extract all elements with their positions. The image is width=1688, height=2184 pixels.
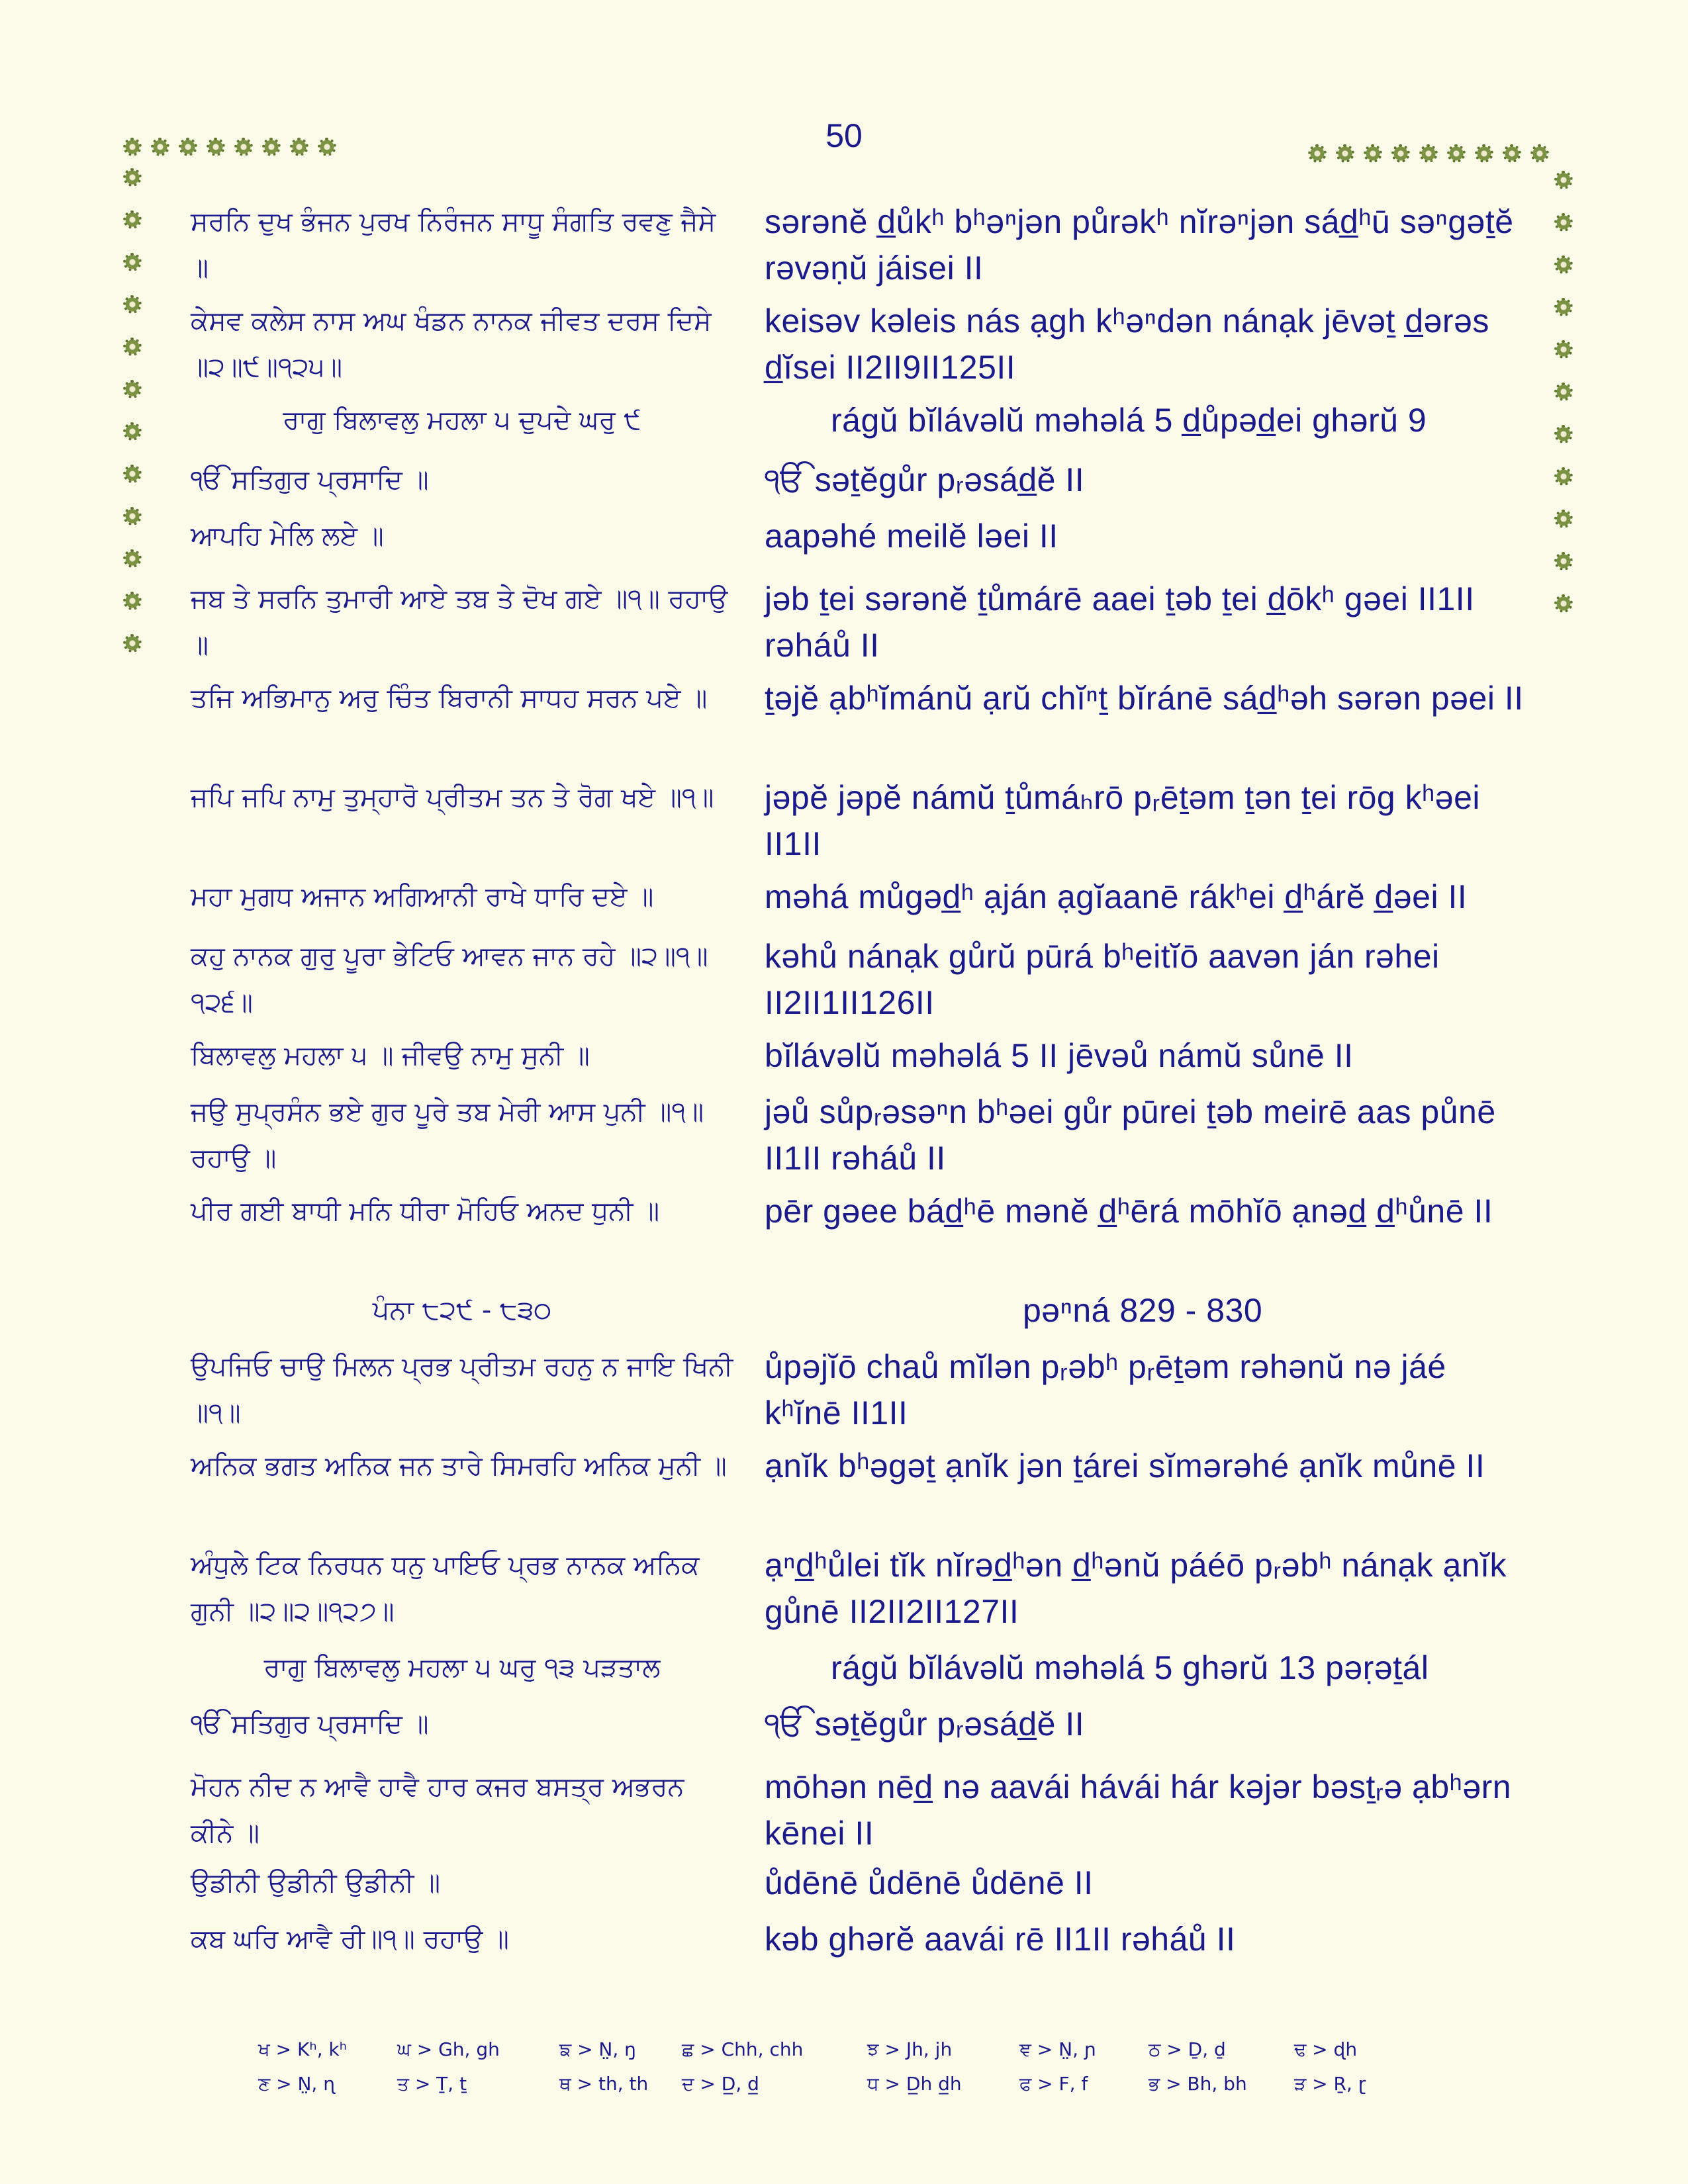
transliteration-legend [258, 2038, 1450, 2107]
flower-ornament-icon [1475, 144, 1493, 163]
gurmukhi-line: ਉਡੀਨੀ ਉਡੀਨੀ ਉਡੀਨੀ ॥ [191, 1868, 441, 1898]
flower-ornament-icon [1308, 144, 1327, 163]
transliteration-line: keisəv kəleis nás ạgh kʰəⁿdən nánạk jēvəṯ d̲ərəs d̲ĭsei II2II9II125II [765, 302, 1489, 386]
gurmukhi-line: ਅਨਿਕ ਭਗਤ ਅਨਿਕ ਜਨ ਤਾਰੇ ਸਿਮਰਹਿ ਅਨਿਕ ਮੁਨੀ ॥ [191, 1451, 727, 1481]
gurmukhi-line: ਮੋਹਨ ਨੀਦ ਨ ਆਵੈ ਹਾਵੈ ਹਾਰ ਕਜਰ ਬਸਤ੍ਰ ਅਭਰਨ ਕੀਨੇ ॥ [191, 1772, 684, 1848]
flower-ornament-icon [1554, 298, 1573, 316]
flower-ornament-icon [318, 138, 336, 156]
legend-entry: ਤ > Ṯ, ṯ [397, 2073, 467, 2095]
gurmukhi-line: ਮਹਾ ਮੁਗਧ ਅਜਾਨ ਅਗਿਆਨੀ ਰਾਖੇ ਧਾਰਿ ਦਏ ॥ [191, 882, 654, 912]
transliteration-line: sərənĕ d̲ůkʰ bʰəⁿjən půrəkʰ nĭrəⁿjən sád̲ʰū səⁿgəṯĕ rəvəṇŭ jáisei II [765, 203, 1514, 287]
flower-ornament-icon [123, 295, 142, 314]
gurmukhi-line: ੴ ਸਤਿਗੁਰ ਪ੍ਰਸਾਦਿ ॥ [191, 465, 429, 495]
transliteration-line: ੴ səṯĕgůr pᵣəsád̲ĕ II [765, 461, 1085, 498]
gurmukhi-line: ਕਬ ਘਰਿ ਆਵੈ ਰੀ॥੧॥ ਰਹਾਉ ॥ [191, 1924, 509, 1954]
legend-entry: ਛ > Chh, chh [682, 2038, 804, 2060]
legend-entry: ੜ > Ṟ, ɽ [1294, 2073, 1366, 2095]
transliteration-line: jəpĕ jəpĕ námŭ ṯůmáₕrō pᵣēṯəm ṯən ṯei rōg kʰəei II1II [765, 779, 1481, 862]
legend-entry: ਥ > th, th [559, 2073, 649, 2095]
legend-row [258, 2073, 1450, 2107]
flower-ornament-icon [1447, 144, 1466, 163]
flower-ornament-icon [1503, 144, 1521, 163]
flower-ornament-icon [123, 253, 142, 271]
flower-ornament-icon [262, 138, 281, 156]
flower-ornament-icon [123, 210, 142, 229]
gurmukhi-line: ਰਾਗੁ ਬਿਲਾਵਲੁ ਮਹਲਾ ੫ ਦੁਪਦੇ ਘਰੁ ੯ [283, 405, 641, 435]
flower-ornament-icon [1530, 144, 1549, 163]
transliteration-line: məhá můgəd̲ʰ ạján ạgĭaanē rákʰei d̲ʰárĕ d̲əei II [765, 878, 1468, 915]
flower-ornament-icon [123, 592, 142, 610]
flower-ornament-icon [1554, 552, 1573, 570]
flower-ornament-icon [207, 138, 225, 156]
legend-entry: ਖ > Kʰ, kʰ [258, 2038, 348, 2060]
flower-ornament-icon [123, 465, 142, 483]
transliteration-line: aapəhé meilĕ ləei II [765, 518, 1058, 555]
gurmukhi-line: ਕਹੁ ਨਾਨਕ ਗੁਰੁ ਪੂਰਾ ਭੇਟਿਓ ਆਵਨ ਜਾਨ ਰਹੇ ॥੨॥੧॥੧੨੬॥ [191, 941, 708, 1018]
gurmukhi-line: ੴ ਸਤਿਗੁਰ ਪ੍ਰਸਾਦਿ ॥ [191, 1709, 429, 1739]
flower-ornament-icon [1554, 510, 1573, 528]
flower-ornament-icon [1554, 340, 1573, 359]
flower-ornament-icon [151, 138, 169, 156]
legend-entry: ਘ > Gh, gh [397, 2038, 500, 2060]
legend-entry: ਠ > Ḏ, ḏ [1149, 2038, 1226, 2060]
legend-entry: ਝ > Jh, jh [867, 2038, 953, 2060]
transliteration-line: rágŭ bĭlávəlŭ məhəlá 5 ghərŭ 13 pəṛəṯál [831, 1649, 1429, 1686]
flower-ornament-icon [123, 549, 142, 568]
flower-ornament-icon [123, 634, 142, 653]
legend-entry: ਣ > N̤, ɳ [258, 2073, 336, 2095]
gurmukhi-line: ਪੀਰ ਗਈ ਬਾਧੀ ਮਨਿ ਧੀਰਾ ਮੋਹਿਓ ਅਨਦ ਧੁਨੀ ॥ [191, 1196, 660, 1226]
transliteration-line: mōhən nēd̲ nə aavái hávái hár kəjər bəsṯᵣə ạbʰərn kēnei II [765, 1768, 1512, 1852]
flower-ornament-icon [123, 168, 142, 187]
gurmukhi-line: ਪੰਨਾ ੮੨੯ - ੮੩੦ [372, 1295, 552, 1326]
flower-ornament-icon [123, 380, 142, 398]
flower-ornament-icon [1554, 213, 1573, 232]
legend-entry: ਢ > ɖh [1294, 2038, 1358, 2060]
transliteration-line: ੴ səṯĕgůr pᵣəsád̲ĕ II [765, 1706, 1085, 1743]
legend-row [258, 2038, 1450, 2073]
gurmukhi-line: ਰਾਗੁ ਬਿਲਾਵਲੁ ਮਹਲਾ ੫ ਘਰੁ ੧੩ ਪੜਤਾਲ [263, 1653, 661, 1683]
transliteration-line: kəhů nánạk gůrŭ pūrá bʰeitĭō aavən ján rəhei II2II1II126II [765, 938, 1440, 1021]
gurmukhi-line: ਕੇਸਵ ਕਲੇਸ ਨਾਸ ਅਘ ਖੰਡਨ ਨਾਨਕ ਜੀਵਤ ਦਰਸ ਦਿਸੇ ॥੨॥੯॥੧੨੫॥ [191, 306, 712, 383]
gurmukhi-line: ਜਬ ਤੇ ਸਰਨਿ ਤੁਮਾਰੀ ਆਏ ਤਬ ਤੇ ਦੋਖ ਗਏ ॥੧॥ ਰਹਾਉ ॥ [191, 584, 728, 660]
gurmukhi-line: ਆਪਹਿ ਮੇਲਿ ਲਏ ॥ [191, 521, 384, 551]
flower-ornament-icon [123, 338, 142, 356]
flower-ornament-icon [1364, 144, 1382, 163]
gurmukhi-line: ਜਪਿ ਜਪਿ ਨਾਮੁ ਤੁਮ੍ਹਾਰੋ ਪ੍ਰੀਤਮ ਤਨ ਤੇ ਰੋਗ ਖਏ ॥੧॥ [191, 782, 714, 813]
flower-ornament-icon [123, 138, 142, 156]
transliteration-line: ạnĭk bʰəgəṯ ạnĭk jən ṯárei sĭmərəhé ạnĭk můnē II [765, 1447, 1485, 1484]
flower-ornament-icon [123, 422, 142, 441]
flower-ornament-icon [1419, 144, 1438, 163]
flower-ornament-icon [1391, 144, 1410, 163]
gurmukhi-line: ਜਉ ਸੁਪ੍ਰਸੰਨ ਭਏ ਗੁਰ ਪੂਰੇ ਤਬ ਮੇਰੀ ਆਸ ਪੁਨੀ ॥੧॥ ਰਹਾਉ ॥ [191, 1097, 704, 1173]
flower-ornament-icon [179, 138, 197, 156]
flower-ornament-icon [1554, 383, 1573, 401]
legend-entry: ਦ > D̲, d̲ [682, 2073, 759, 2095]
transliteration-line: kəb ghərĕ aavái rē II1II rəháů II [765, 1921, 1236, 1958]
transliteration-line: bĭlávəlŭ məhəlá 5 II jēvəů námŭ sůnē II [765, 1037, 1354, 1074]
transliteration-line: rágŭ bĭlávəlŭ məhəlá 5 d̲ůpəd̲ei ghərŭ 9 [831, 402, 1427, 439]
transliteration-line: ṯəjĕ ạbʰĭmánŭ ạrŭ chĭⁿṯ bĭránē sád̲ʰəh sərən pəei II [765, 680, 1524, 717]
gurmukhi-line: ਬਿਲਾਵਲੁ ਮਹਲਾ ੫ ॥ ਜੀਵਉ ਨਾਮੁ ਸੁਨੀ ॥ [191, 1040, 590, 1071]
transliteration-line: pēr gəee bád̲ʰē mənĕ d̲ʰērá mōhĭō ạnəd̲ d̲ʰůnē II [765, 1193, 1493, 1230]
flower-ornament-icon [123, 507, 142, 525]
legend-entry: ਭ > Bh, bh [1149, 2073, 1247, 2095]
transliteration-line: ůpəjĭō chaů mĭlən pᵣəbʰ pᵣēṯəm rəhənŭ nə jáé kʰĭnē II1II [765, 1348, 1446, 1432]
legend-entry: ਙ > N̤, ŋ [559, 2038, 636, 2060]
transliteration-line: ůdēnē ůdēnē ůdēnē II [765, 1864, 1094, 1901]
legend-entry: ਧ > D̲h d̲h [867, 2073, 962, 2095]
legend-entry: ਫ > F, f [1019, 2073, 1088, 2095]
flower-ornament-icon [1554, 425, 1573, 443]
gurmukhi-line: ਸਰਨਿ ਦੁਖ ਭੰਜਨ ਪੁਰਖ ਨਿਰੰਜਨ ਸਾਧੂ ਸੰਗਤਿ ਰਵਣੁ ਜੈਸੇ ॥ [191, 206, 716, 283]
gurmukhi-line: ਤਜਿ ਅਭਿਮਾਨੁ ਅਰੁ ਚਿੰਤ ਬਿਰਾਨੀ ਸਾਧਹ ਸਰਨ ਪਏ ॥ [191, 683, 708, 713]
legend-entry: ਞ > N̤, ɲ [1019, 2038, 1096, 2060]
transliteration-line: jəb ṯei sərənĕ ṯůmárē aaei ṯəb ṯei d̲ōkʰ gəei II1II rəháů II [765, 580, 1475, 664]
flower-ornament-icon [1554, 255, 1573, 274]
transliteration-line: ạⁿd̲ʰůlei tĭk nĭrəd̲ʰən d̲ʰənŭ páéō pᵣəbʰ nánạk ạnĭk gůnē II2II2II127II [765, 1547, 1507, 1630]
gurmukhi-line: ਉਪਜਿਓ ਚਾਉ ਮਿਲਨ ਪ੍ਰਭ ਪ੍ਰੀਤਮ ਰਹਨੁ ਨ ਜਾਇ ਖਿਨੀ ॥੧॥ [191, 1351, 733, 1428]
gurmukhi-line: ਅੰਧੁਲੇ ਟਿਕ ਨਿਰਧਨ ਧਨੁ ਪਾਇਓ ਪ੍ਰਭ ਨਾਨਕ ਅਨਿਕ ਗੁਨੀ ॥੨॥੨॥੧੨੭॥ [191, 1550, 700, 1627]
page-number: 50 [825, 117, 863, 154]
flower-ornament-icon [1336, 144, 1354, 163]
flower-ornament-icon [1554, 467, 1573, 486]
flower-ornament-icon [290, 138, 308, 156]
flower-ornament-icon [1554, 594, 1573, 613]
transliteration-line: pəⁿná 829 - 830 [1023, 1292, 1263, 1329]
transliteration-line: jəů sůpᵣəsəⁿn bʰəei gůr pūrei ṯəb meirē aas půnē II1II rəháů II [765, 1093, 1496, 1177]
flower-ornament-icon [234, 138, 253, 156]
flower-ornament-icon [1554, 171, 1573, 189]
